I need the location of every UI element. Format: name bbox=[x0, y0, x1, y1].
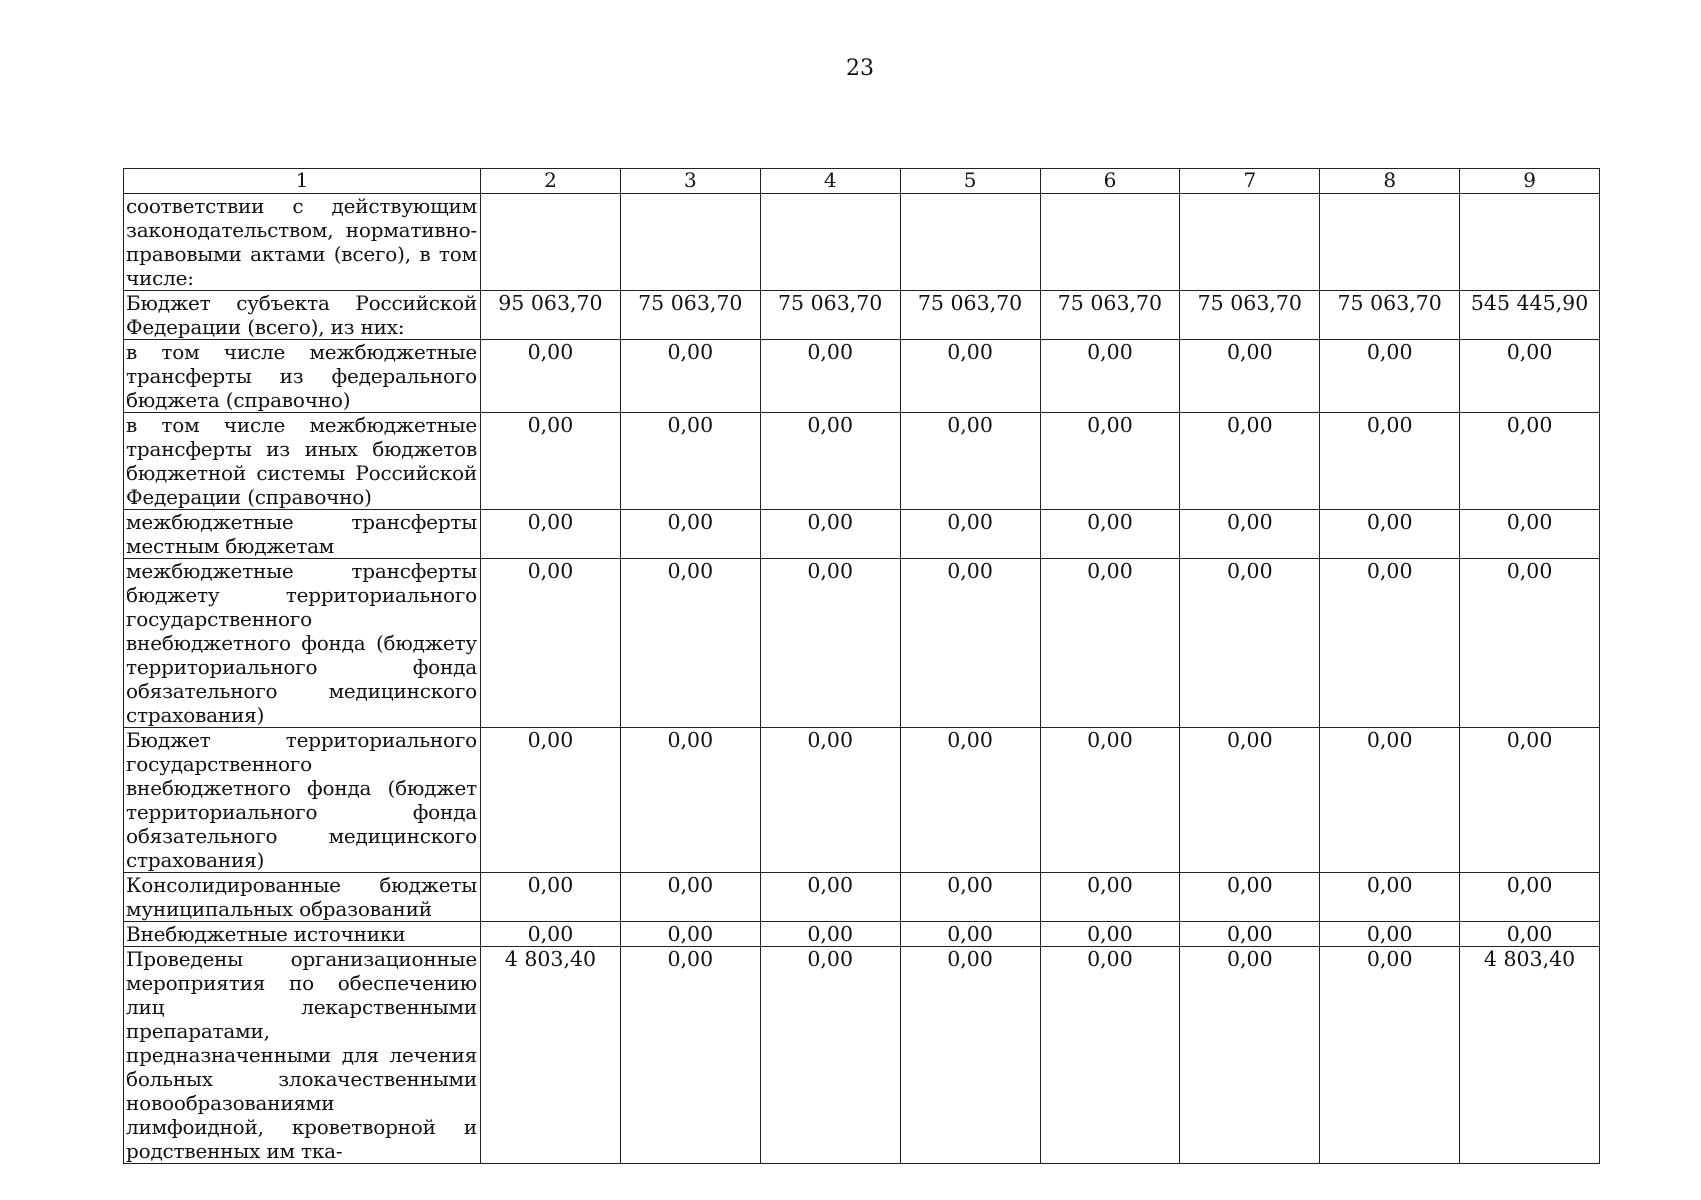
row-value bbox=[760, 194, 900, 291]
table-row bbox=[124, 291, 1600, 340]
row-value: 0,00 bbox=[760, 340, 900, 413]
row-value: 0,00 bbox=[1320, 728, 1460, 873]
row-value: 0,00 bbox=[1040, 340, 1180, 413]
row-value: 0,00 bbox=[900, 873, 1040, 922]
row-description: межбюджетные трансферты местным бюджетам bbox=[124, 510, 481, 559]
row-value: 0,00 bbox=[900, 510, 1040, 559]
row-value: 0,00 bbox=[481, 728, 621, 873]
row-value: 0,00 bbox=[1180, 947, 1320, 1164]
column-header: 5 bbox=[900, 169, 1040, 194]
row-value: 0,00 bbox=[1460, 559, 1600, 728]
row-value bbox=[900, 194, 1040, 291]
row-value: 0,00 bbox=[1180, 873, 1320, 922]
row-value: 0,00 bbox=[760, 728, 900, 873]
row-value: 0,00 bbox=[900, 922, 1040, 947]
row-value: 0,00 bbox=[1320, 947, 1460, 1164]
row-value: 0,00 bbox=[481, 922, 621, 947]
row-value: 0,00 bbox=[900, 340, 1040, 413]
row-value: 0,00 bbox=[1040, 728, 1180, 873]
column-header: 2 bbox=[481, 169, 621, 194]
column-header: 8 bbox=[1320, 169, 1460, 194]
row-description: Бюджет территориального государственного внебюджетного фонда (бюджет территориального фонда обязательного медицинского страхования) bbox=[124, 728, 481, 873]
row-description: в том числе межбюджетные трансферты из иных бюджетов бюджетной системы Российской Федерации (справочно) bbox=[124, 413, 481, 510]
row-value: 0,00 bbox=[1040, 510, 1180, 559]
row-value: 0,00 bbox=[900, 413, 1040, 510]
row-value: 0,00 bbox=[620, 340, 760, 413]
row-value bbox=[1180, 194, 1320, 291]
column-header: 3 bbox=[620, 169, 760, 194]
column-header: 4 bbox=[760, 169, 900, 194]
row-value: 0,00 bbox=[1040, 559, 1180, 728]
row-value bbox=[1320, 194, 1460, 291]
row-value: 0,00 bbox=[1320, 340, 1460, 413]
row-value: 0,00 bbox=[1460, 510, 1600, 559]
table-body bbox=[124, 194, 1600, 1164]
table-row bbox=[124, 922, 1600, 947]
row-value: 0,00 bbox=[620, 413, 760, 510]
row-value: 4 803,40 bbox=[1460, 947, 1600, 1164]
row-value: 0,00 bbox=[620, 922, 760, 947]
row-value: 0,00 bbox=[900, 947, 1040, 1164]
table-row bbox=[124, 194, 1600, 291]
row-value: 0,00 bbox=[1460, 340, 1600, 413]
table-row bbox=[124, 340, 1600, 413]
row-value: 0,00 bbox=[1320, 413, 1460, 510]
row-value: 0,00 bbox=[1180, 922, 1320, 947]
row-value: 0,00 bbox=[760, 873, 900, 922]
row-value: 75 063,70 bbox=[760, 291, 900, 340]
row-value: 0,00 bbox=[481, 559, 621, 728]
row-description: межбюджетные трансферты бюджету территориального государственного внебюджетного фонда (бюджету территориального фонда обязательного медицинского страхования) bbox=[124, 559, 481, 728]
row-value: 0,00 bbox=[1040, 922, 1180, 947]
budget-table bbox=[123, 168, 1600, 1164]
row-value: 0,00 bbox=[481, 413, 621, 510]
table-row bbox=[124, 413, 1600, 510]
row-value: 75 063,70 bbox=[1040, 291, 1180, 340]
row-value: 0,00 bbox=[1180, 559, 1320, 728]
column-header: 9 bbox=[1460, 169, 1600, 194]
row-description: соответствии с действующим законодательством, нормативно-правовыми актами (всего), в том числе: bbox=[124, 194, 481, 291]
row-value: 0,00 bbox=[1040, 873, 1180, 922]
row-value: 0,00 bbox=[620, 510, 760, 559]
row-value: 0,00 bbox=[1460, 413, 1600, 510]
row-value: 0,00 bbox=[620, 559, 760, 728]
row-value: 0,00 bbox=[620, 873, 760, 922]
row-value bbox=[481, 194, 621, 291]
row-value: 0,00 bbox=[1460, 922, 1600, 947]
row-value: 4 803,40 bbox=[481, 947, 621, 1164]
row-description: Внебюджетные источники bbox=[124, 922, 481, 947]
row-value: 0,00 bbox=[481, 510, 621, 559]
row-value: 0,00 bbox=[1320, 873, 1460, 922]
table-row bbox=[124, 947, 1600, 1164]
column-header: 7 bbox=[1180, 169, 1320, 194]
row-value: 545 445,90 bbox=[1460, 291, 1600, 340]
row-value: 0,00 bbox=[1040, 947, 1180, 1164]
row-value: 0,00 bbox=[1460, 873, 1600, 922]
row-value: 0,00 bbox=[760, 947, 900, 1164]
row-value: 0,00 bbox=[760, 922, 900, 947]
row-value: 75 063,70 bbox=[1180, 291, 1320, 340]
row-value: 0,00 bbox=[1460, 728, 1600, 873]
row-description: Бюджет субъекта Российской Федерации (всего), из них: bbox=[124, 291, 481, 340]
row-value: 0,00 bbox=[1320, 559, 1460, 728]
row-value: 0,00 bbox=[481, 340, 621, 413]
row-value: 0,00 bbox=[760, 510, 900, 559]
row-value: 95 063,70 bbox=[481, 291, 621, 340]
table-row bbox=[124, 728, 1600, 873]
row-value: 0,00 bbox=[760, 413, 900, 510]
row-value bbox=[620, 194, 760, 291]
row-value: 0,00 bbox=[1040, 413, 1180, 510]
column-header: 1 bbox=[124, 169, 481, 194]
row-value: 0,00 bbox=[620, 947, 760, 1164]
row-value: 75 063,70 bbox=[900, 291, 1040, 340]
row-description: в том числе межбюджетные трансферты из федерального бюджета (справочно) bbox=[124, 340, 481, 413]
row-value: 75 063,70 bbox=[620, 291, 760, 340]
page-number: 23 bbox=[846, 56, 874, 81]
table-row bbox=[124, 510, 1600, 559]
table-row bbox=[124, 873, 1600, 922]
row-value: 0,00 bbox=[1320, 510, 1460, 559]
row-description: Консолидированные бюджеты муниципальных образований bbox=[124, 873, 481, 922]
row-value: 0,00 bbox=[620, 728, 760, 873]
row-value: 0,00 bbox=[900, 559, 1040, 728]
row-value: 0,00 bbox=[481, 873, 621, 922]
row-value: 0,00 bbox=[1180, 510, 1320, 559]
row-value: 0,00 bbox=[900, 728, 1040, 873]
table-row bbox=[124, 559, 1600, 728]
row-value: 75 063,70 bbox=[1320, 291, 1460, 340]
row-description: Проведены организационные мероприятия по обеспечению лиц лекарственными препаратами, предназначенными для лечения больных злокачественными новообразованиями лимфоидной, кроветворной и родственных им тка- bbox=[124, 947, 481, 1164]
row-value: 0,00 bbox=[760, 559, 900, 728]
row-value: 0,00 bbox=[1180, 413, 1320, 510]
row-value: 0,00 bbox=[1180, 340, 1320, 413]
table-header-row bbox=[124, 169, 1600, 194]
row-value bbox=[1460, 194, 1600, 291]
row-value: 0,00 bbox=[1180, 728, 1320, 873]
row-value bbox=[1040, 194, 1180, 291]
row-value: 0,00 bbox=[1320, 922, 1460, 947]
column-header: 6 bbox=[1040, 169, 1180, 194]
